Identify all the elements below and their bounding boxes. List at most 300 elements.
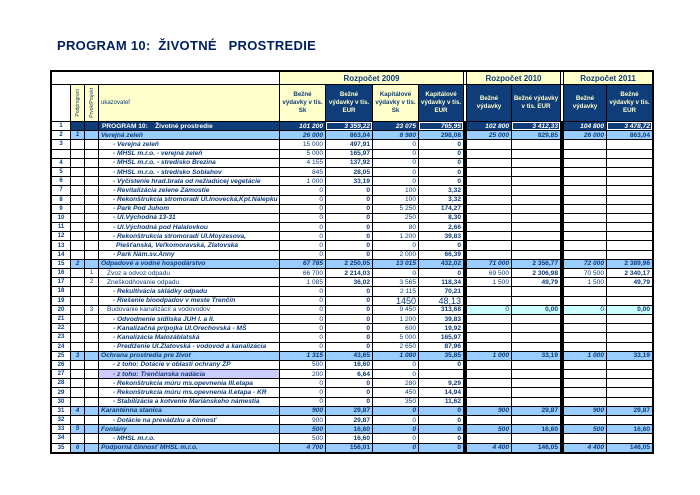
cell-value-bezne-sk-2011: 4 400 bbox=[564, 444, 606, 452]
cell-value-bezne-sk-2009: 0 bbox=[280, 251, 325, 259]
cell-prvok-number bbox=[85, 434, 98, 442]
cell-row-number: 33 bbox=[52, 425, 70, 433]
cell-value-bezne-eur-2009: 2 214,03 bbox=[326, 269, 372, 277]
cell-subprogram-number bbox=[71, 159, 84, 167]
cell-value-kapitalove-eur-2009: 3,32 bbox=[419, 196, 463, 204]
cell-row-number: 10 bbox=[52, 214, 70, 222]
cell-row-number: 21 bbox=[52, 315, 70, 323]
cell-value-kapitalove-sk-2009: 0 bbox=[373, 444, 418, 452]
cell-value-bezne-eur-2010: 29,87 bbox=[512, 407, 560, 415]
group-divider bbox=[464, 278, 466, 286]
cell-row-label: - Verejná zeleň bbox=[99, 140, 279, 148]
cell-value-bezne-sk-2010 bbox=[467, 140, 511, 148]
cell-value-kapitalove-eur-2009: 0 bbox=[419, 269, 463, 277]
group-divider bbox=[464, 324, 466, 332]
cell-value-bezne-eur-2010 bbox=[512, 315, 560, 323]
cell-row-number: 8 bbox=[52, 196, 70, 204]
cell-value-bezne-eur-2011 bbox=[607, 388, 652, 396]
cell-value-bezne-eur-2009: 0 bbox=[326, 315, 372, 323]
cell-value-bezne-sk-2010 bbox=[467, 287, 511, 295]
group-divider bbox=[464, 168, 466, 176]
cell-value-bezne-sk-2009: 500 bbox=[280, 434, 325, 442]
cell-subprogram-number bbox=[71, 434, 84, 442]
cell-value-kapitalove-sk-2009: 600 bbox=[373, 324, 418, 332]
cell-value-bezne-sk-2010: 71 000 bbox=[467, 260, 511, 268]
cell-value-bezne-eur-2011 bbox=[607, 223, 652, 231]
cell-row-label: - Rekonštrukcia stromoradí Ul.Moyzesova, bbox=[99, 232, 279, 240]
cell-value-kapitalove-sk-2009: 9 450 bbox=[373, 306, 418, 314]
cell-value-kapitalove-eur-2009: 313,68 bbox=[419, 306, 463, 314]
cell-row-number: 20 bbox=[52, 306, 70, 314]
cell-value-bezne-sk-2010 bbox=[467, 333, 511, 341]
cell-value-kapitalove-sk-2009: 2 650 bbox=[373, 343, 418, 351]
group-divider bbox=[464, 131, 466, 139]
cell-value-bezne-sk-2009: 0 bbox=[280, 379, 325, 387]
cell-value-bezne-sk-2011 bbox=[564, 370, 606, 378]
group-divider bbox=[561, 140, 563, 148]
cell-prvok-number bbox=[85, 168, 98, 176]
cell-row-number: 14 bbox=[52, 251, 70, 259]
cell-subprogram-number bbox=[71, 214, 84, 222]
cell-value-bezne-eur-2010 bbox=[512, 140, 560, 148]
cell-value-bezne-sk-2011 bbox=[564, 241, 606, 249]
group-gap bbox=[561, 85, 563, 121]
cell-row-label: - MHSL m.r.o. bbox=[99, 434, 279, 442]
cell-value-bezne-sk-2010: 0 bbox=[467, 306, 511, 314]
cell-value-kapitalove-eur-2009: 35,85 bbox=[419, 352, 463, 360]
cell-subprogram-number bbox=[71, 278, 84, 286]
cell-subprogram-number: 5 bbox=[71, 425, 84, 433]
cell-value-bezne-eur-2009: 0 bbox=[326, 324, 372, 332]
cell-value-bezne-eur-2010 bbox=[512, 324, 560, 332]
cell-value-bezne-eur-2010 bbox=[512, 177, 560, 185]
cell-row-number: 5 bbox=[52, 168, 70, 176]
cell-row-number: 19 bbox=[52, 297, 70, 305]
cell-row-number: 24 bbox=[52, 343, 70, 351]
cell-value-bezne-sk-2009: 900 bbox=[280, 416, 325, 424]
group-divider bbox=[561, 407, 563, 415]
cell-value-bezne-eur-2010: 2 306,98 bbox=[512, 269, 560, 277]
group-divider bbox=[561, 388, 563, 396]
cell-value-bezne-sk-2011 bbox=[564, 416, 606, 424]
cell-value-bezne-eur-2009: 0 bbox=[326, 333, 372, 341]
group-divider bbox=[464, 159, 466, 167]
group-divider bbox=[561, 306, 563, 314]
cell-value-kapitalove-sk-2009: 0 bbox=[373, 140, 418, 148]
group-divider bbox=[561, 333, 563, 341]
cell-value-kapitalove-eur-2009: 14,94 bbox=[419, 388, 463, 396]
cell-prvok-number bbox=[85, 379, 98, 387]
group-divider bbox=[561, 361, 563, 369]
cell-value-bezne-eur-2009: 29,87 bbox=[326, 416, 372, 424]
group-divider bbox=[561, 434, 563, 442]
cell-subprogram-number bbox=[71, 379, 84, 387]
cell-value-bezne-sk-2009: 0 bbox=[280, 398, 325, 406]
cell-subprogram-number bbox=[71, 232, 84, 240]
cell-value-bezne-sk-2011 bbox=[564, 177, 606, 185]
ukazovatel-column-header: ukazovateľ bbox=[99, 85, 279, 121]
group-divider bbox=[464, 370, 466, 378]
cell-row-label: Fontány bbox=[99, 425, 279, 433]
cell-prvok-number bbox=[85, 388, 98, 396]
cell-value-bezne-eur-2010 bbox=[512, 196, 560, 204]
group-divider bbox=[561, 297, 563, 305]
cell-subprogram-number bbox=[71, 196, 84, 204]
cell-value-kapitalove-sk-2009: 13 015 bbox=[373, 260, 418, 268]
cell-value-bezne-sk-2010 bbox=[467, 205, 511, 213]
cell-value-bezne-sk-2009: 1 315 bbox=[280, 352, 325, 360]
cell-value-bezne-eur-2011 bbox=[607, 333, 652, 341]
group-gap bbox=[464, 72, 466, 84]
cell-value-kapitalove-eur-2009: 0 bbox=[419, 434, 463, 442]
cell-value-bezne-eur-2009: 0 bbox=[326, 287, 372, 295]
cell-prvok-number bbox=[85, 214, 98, 222]
cell-prvok-number bbox=[85, 131, 98, 139]
cell-subprogram-number: 3 bbox=[71, 352, 84, 360]
cell-value-kapitalove-eur-2009: 0 bbox=[419, 177, 463, 185]
cell-value-kapitalove-eur-2009: 0 bbox=[419, 361, 463, 369]
cell-value-bezne-sk-2010 bbox=[467, 251, 511, 259]
cell-value-bezne-eur-2011: 2 389,96 bbox=[607, 260, 652, 268]
cell-value-bezne-eur-2011 bbox=[607, 398, 652, 406]
cell-value-bezne-eur-2010 bbox=[512, 223, 560, 231]
cell-value-bezne-sk-2010 bbox=[467, 398, 511, 406]
cell-value-bezne-sk-2009: 0 bbox=[280, 388, 325, 396]
cell-value-kapitalove-eur-2009: 0 bbox=[419, 407, 463, 415]
cell-value-kapitalove-eur-2009: 87,96 bbox=[419, 343, 463, 351]
cell-value-bezne-sk-2009: 200 bbox=[280, 370, 325, 378]
group-header-2011: Rozpočet 2011 bbox=[564, 72, 652, 84]
cell-value-bezne-eur-2011 bbox=[607, 186, 652, 194]
cell-value-bezne-eur-2011 bbox=[607, 241, 652, 249]
cell-subprogram-number: 4 bbox=[71, 407, 84, 415]
group-divider bbox=[561, 205, 563, 213]
cell-value-bezne-eur-2011 bbox=[607, 324, 652, 332]
cell-value-bezne-sk-2009: 0 bbox=[280, 315, 325, 323]
cell-row-number: 13 bbox=[52, 241, 70, 249]
cell-value-bezne-sk-2010: 102 800 bbox=[467, 122, 511, 130]
cell-value-kapitalove-sk-2009: 0 bbox=[373, 434, 418, 442]
cell-value-kapitalove-eur-2009: 39,83 bbox=[419, 232, 463, 240]
cell-prvok-number bbox=[85, 407, 98, 415]
cell-value-kapitalove-eur-2009: 432,02 bbox=[419, 260, 463, 268]
cell-value-bezne-sk-2011: 0 bbox=[564, 306, 606, 314]
cell-value-bezne-eur-2010: 16,60 bbox=[512, 425, 560, 433]
cell-value-kapitalove-sk-2009: 0 bbox=[373, 425, 418, 433]
group-divider bbox=[561, 159, 563, 167]
cell-value-kapitalove-sk-2009: 80 bbox=[373, 223, 418, 231]
cell-value-bezne-eur-2010 bbox=[512, 370, 560, 378]
cell-prvok-number bbox=[85, 343, 98, 351]
cell-value-bezne-eur-2011 bbox=[607, 150, 652, 158]
cell-value-bezne-eur-2011: 0,00 bbox=[607, 306, 652, 314]
group-divider bbox=[561, 260, 563, 268]
cell-value-kapitalove-sk-2009: 0 bbox=[373, 241, 418, 249]
cell-value-kapitalove-eur-2009: 8,30 bbox=[419, 214, 463, 222]
cell-value-bezne-eur-2009: 16,60 bbox=[326, 434, 372, 442]
cell-row-number: 7 bbox=[52, 186, 70, 194]
cell-value-bezne-eur-2010 bbox=[512, 416, 560, 424]
cell-value-bezne-eur-2011: 16,60 bbox=[607, 425, 652, 433]
cell-value-kapitalove-eur-2009: 48,13 bbox=[419, 297, 463, 305]
cell-subprogram-number bbox=[71, 416, 84, 424]
cell-value-bezne-eur-2009: 0 bbox=[326, 388, 372, 396]
budget-table bbox=[52, 72, 652, 452]
group-divider bbox=[464, 223, 466, 231]
cell-value-bezne-sk-2009: 0 bbox=[280, 186, 325, 194]
cell-value-bezne-eur-2009: 29,87 bbox=[326, 407, 372, 415]
cell-value-bezne-eur-2010 bbox=[512, 241, 560, 249]
cell-value-kapitalove-sk-2009: 0 bbox=[373, 168, 418, 176]
cell-value-bezne-eur-2010 bbox=[512, 434, 560, 442]
cell-prvok-number bbox=[85, 287, 98, 295]
cell-value-kapitalove-sk-2009: 5 000 bbox=[373, 333, 418, 341]
group-divider bbox=[561, 425, 563, 433]
cell-value-bezne-sk-2010 bbox=[467, 434, 511, 442]
header-num-blank bbox=[52, 85, 70, 121]
cell-value-bezne-eur-2009: 0 bbox=[326, 232, 372, 240]
cell-row-label: - Ul.Východná 13-31 bbox=[99, 214, 279, 222]
cell-value-bezne-sk-2009: 0 bbox=[280, 343, 325, 351]
cell-row-label: - Vyčistenie hrad.brala od nežiadúcej vegetácie bbox=[99, 177, 279, 185]
cell-row-number: 18 bbox=[52, 287, 70, 295]
cell-value-kapitalove-eur-2009: 3,32 bbox=[419, 186, 463, 194]
cell-value-bezne-eur-2009: 156,01 bbox=[326, 444, 372, 452]
cell-value-bezne-sk-2011 bbox=[564, 186, 606, 194]
group-divider bbox=[561, 398, 563, 406]
cell-value-bezne-eur-2010: 33,19 bbox=[512, 352, 560, 360]
cell-subprogram-number bbox=[71, 306, 84, 314]
cell-value-kapitalove-eur-2009: 765,95 bbox=[419, 122, 463, 130]
cell-row-label: - Kanalizačná prípojka Ul.Orechovská - MŠ bbox=[99, 324, 279, 332]
cell-value-bezne-eur-2010 bbox=[512, 343, 560, 351]
cell-prvok-number: 1 bbox=[85, 269, 98, 277]
group-divider bbox=[464, 306, 466, 314]
cell-row-label: - Predĺženie Ul.Zlatovská - vodovod a kanalizácia bbox=[99, 343, 279, 351]
cell-row-label: Zneškodňovanie odpadu bbox=[99, 278, 279, 286]
cell-value-kapitalove-sk-2009: 0 bbox=[373, 407, 418, 415]
cell-value-kapitalove-sk-2009: 450 bbox=[373, 388, 418, 396]
cell-value-bezne-eur-2009: 0 bbox=[326, 379, 372, 387]
cell-value-bezne-sk-2009: 0 bbox=[280, 214, 325, 222]
cell-value-bezne-sk-2009: 4 700 bbox=[280, 444, 325, 452]
cell-value-kapitalove-sk-2009: 350 bbox=[373, 398, 418, 406]
cell-row-label: - Rekonštrukcia stromoradí Ul.Inovecká,Kpt.Nálepku bbox=[99, 196, 279, 204]
cell-value-bezne-eur-2010 bbox=[512, 361, 560, 369]
cell-value-bezne-eur-2011 bbox=[607, 361, 652, 369]
cell-value-bezne-sk-2009: 67 785 bbox=[280, 260, 325, 268]
group-divider bbox=[561, 122, 563, 130]
cell-value-kapitalove-sk-2009: 0 bbox=[373, 361, 418, 369]
cell-row-label: - Ul.Východná pod Halalovkou bbox=[99, 223, 279, 231]
cell-row-number: 28 bbox=[52, 379, 70, 387]
cell-value-bezne-eur-2010 bbox=[512, 186, 560, 194]
group-divider bbox=[561, 379, 563, 387]
cell-value-kapitalove-sk-2009: 0 bbox=[373, 269, 418, 277]
cell-value-bezne-sk-2010 bbox=[467, 361, 511, 369]
cell-prvok-number bbox=[85, 352, 98, 360]
cell-subprogram-number bbox=[71, 150, 84, 158]
group-divider bbox=[464, 315, 466, 323]
cell-value-bezne-sk-2011 bbox=[564, 223, 606, 231]
cell-value-bezne-eur-2011 bbox=[607, 140, 652, 148]
cell-row-number: 1 bbox=[52, 122, 70, 130]
cell-value-kapitalove-eur-2009: 118,34 bbox=[419, 278, 463, 286]
cell-row-label: - Rekonštrukcia múru ms.opevnenia II.etapa - KR bbox=[99, 388, 279, 396]
cell-value-bezne-eur-2011 bbox=[607, 416, 652, 424]
cell-value-bezne-eur-2009: 16,60 bbox=[326, 425, 372, 433]
cell-prvok-number bbox=[85, 140, 98, 148]
cell-value-bezne-sk-2011 bbox=[564, 140, 606, 148]
cell-value-bezne-eur-2011: 2 340,17 bbox=[607, 269, 652, 277]
cell-prvok-number bbox=[85, 186, 98, 194]
cell-row-label: Zvoz a odvoz odpadu bbox=[99, 269, 279, 277]
column-header: Bežné výdavky bbox=[564, 85, 606, 121]
cell-row-label: - Stabilizácia a kotvenie Mariánskeho námestia bbox=[99, 398, 279, 406]
cell-value-bezne-eur-2010: 146,05 bbox=[512, 444, 560, 452]
cell-row-number: 17 bbox=[52, 278, 70, 286]
cell-prvok-number: 3 bbox=[85, 306, 98, 314]
group-divider bbox=[464, 122, 466, 130]
cell-value-bezne-sk-2011 bbox=[564, 398, 606, 406]
prvok-column-header: Prvok/Projekt bbox=[85, 85, 98, 121]
cell-subprogram-number bbox=[71, 205, 84, 213]
group-divider bbox=[561, 370, 563, 378]
cell-row-label: - MHSL m.r.o. - stredisko Soblahov bbox=[99, 168, 279, 176]
cell-value-bezne-sk-2011: 500 bbox=[564, 425, 606, 433]
cell-value-kapitalove-sk-2009: 0 bbox=[373, 370, 418, 378]
cell-value-bezne-eur-2009: 3 359,22 bbox=[326, 122, 372, 130]
cell-value-bezne-sk-2011 bbox=[564, 168, 606, 176]
group-divider bbox=[561, 278, 563, 286]
cell-row-label: - Odvodnenie sídliska JUH I. a II. bbox=[99, 315, 279, 323]
cell-prvok-number bbox=[85, 260, 98, 268]
cell-value-kapitalove-sk-2009: 2 115 bbox=[373, 287, 418, 295]
cell-value-bezne-sk-2010 bbox=[467, 324, 511, 332]
cell-row-label: - Riešenie bioodpadov v meste Trenčín bbox=[99, 297, 279, 305]
cell-value-bezne-sk-2011: 1 500 bbox=[564, 278, 606, 286]
group-divider bbox=[561, 251, 563, 259]
group-divider bbox=[464, 379, 466, 387]
cell-value-bezne-sk-2011 bbox=[564, 324, 606, 332]
cell-value-bezne-eur-2011: 29,87 bbox=[607, 407, 652, 415]
cell-value-bezne-sk-2011 bbox=[564, 333, 606, 341]
cell-value-bezne-sk-2009: 0 bbox=[280, 196, 325, 204]
cell-value-bezne-sk-2009: 0 bbox=[280, 297, 325, 305]
cell-value-bezne-eur-2009: 36,02 bbox=[326, 278, 372, 286]
cell-row-label: - Dotácie na prevádzku a činnosť bbox=[99, 416, 279, 424]
cell-row-label: Budovanie kanalizácií a vodovodov bbox=[99, 306, 279, 314]
cell-value-bezne-sk-2011 bbox=[564, 388, 606, 396]
cell-value-bezne-sk-2009: 15 000 bbox=[280, 140, 325, 148]
cell-value-bezne-sk-2011: 72 000 bbox=[564, 260, 606, 268]
cell-value-bezne-eur-2010: 3 412,33 bbox=[512, 122, 560, 130]
cell-value-bezne-eur-2009: 0 bbox=[326, 223, 372, 231]
cell-value-bezne-sk-2010: 69 500 bbox=[467, 269, 511, 277]
cell-prvok-number bbox=[85, 315, 98, 323]
cell-value-kapitalove-eur-2009: 298,08 bbox=[419, 131, 463, 139]
cell-value-kapitalove-sk-2009: 0 bbox=[373, 150, 418, 158]
cell-value-kapitalove-sk-2009: 0 bbox=[373, 177, 418, 185]
cell-value-bezne-eur-2010: 829,85 bbox=[512, 131, 560, 139]
cell-value-bezne-eur-2009: 0 bbox=[326, 186, 372, 194]
cell-row-number: 2 bbox=[52, 131, 70, 139]
cell-subprogram-number bbox=[71, 251, 84, 259]
group-divider bbox=[464, 186, 466, 194]
group-header-2009: Rozpočet 2009 bbox=[280, 72, 463, 84]
group-gap bbox=[561, 72, 563, 84]
column-header: Bežné výdavky bbox=[467, 85, 511, 121]
cell-row-label: Ochrana prostredia pre život bbox=[99, 352, 279, 360]
cell-row-label: - Park Nám.sv.Anny bbox=[99, 251, 279, 259]
cell-value-bezne-eur-2011 bbox=[607, 251, 652, 259]
group-divider bbox=[464, 416, 466, 424]
cell-value-bezne-eur-2010 bbox=[512, 398, 560, 406]
cell-value-bezne-sk-2009: 500 bbox=[280, 425, 325, 433]
cell-subprogram-number bbox=[71, 177, 84, 185]
cell-value-kapitalove-eur-2009: 0 bbox=[419, 241, 463, 249]
group-divider bbox=[561, 177, 563, 185]
cell-value-kapitalove-eur-2009: 2,66 bbox=[419, 223, 463, 231]
group-divider bbox=[464, 297, 466, 305]
cell-row-number: 16 bbox=[52, 269, 70, 277]
group-divider bbox=[464, 205, 466, 213]
group-divider bbox=[464, 177, 466, 185]
group-divider bbox=[464, 150, 466, 158]
cell-value-bezne-sk-2009: 1 000 bbox=[280, 177, 325, 185]
cell-row-number: 34 bbox=[52, 434, 70, 442]
cell-row-number: 32 bbox=[52, 416, 70, 424]
column-header: Kapitálové výdavky v tis. Sk bbox=[373, 85, 418, 121]
group-divider bbox=[561, 352, 563, 360]
cell-value-bezne-eur-2010 bbox=[512, 232, 560, 240]
cell-row-label: - Kanalizácia Malozáblatská bbox=[99, 333, 279, 341]
group-divider bbox=[561, 131, 563, 139]
cell-value-kapitalove-eur-2009: 11,62 bbox=[419, 398, 463, 406]
cell-value-bezne-sk-2009: 101 200 bbox=[280, 122, 325, 130]
cell-subprogram-number bbox=[71, 388, 84, 396]
cell-subprogram-number bbox=[71, 343, 84, 351]
cell-subprogram-number bbox=[71, 315, 84, 323]
cell-value-bezne-eur-2011 bbox=[607, 434, 652, 442]
cell-row-number: 25 bbox=[52, 352, 70, 360]
cell-value-bezne-sk-2010 bbox=[467, 343, 511, 351]
cell-row-number: 31 bbox=[52, 407, 70, 415]
cell-row-number: 12 bbox=[52, 232, 70, 240]
cell-subprogram-number bbox=[71, 186, 84, 194]
cell-value-bezne-sk-2010 bbox=[467, 159, 511, 167]
cell-value-kapitalove-eur-2009: 0 bbox=[419, 159, 463, 167]
cell-value-bezne-eur-2011: 146,05 bbox=[607, 444, 652, 452]
cell-value-bezne-sk-2011: 1 000 bbox=[564, 352, 606, 360]
cell-value-bezne-sk-2009: 0 bbox=[280, 287, 325, 295]
cell-value-bezne-sk-2009: 66 700 bbox=[280, 269, 325, 277]
cell-value-bezne-sk-2011 bbox=[564, 297, 606, 305]
cell-value-bezne-sk-2011 bbox=[564, 251, 606, 259]
cell-value-kapitalove-sk-2009: 0 bbox=[373, 159, 418, 167]
cell-prvok-number: 2 bbox=[85, 278, 98, 286]
cell-value-bezne-sk-2010 bbox=[467, 168, 511, 176]
header-corner-blank bbox=[52, 72, 279, 84]
cell-subprogram-number: 1 bbox=[71, 131, 84, 139]
group-divider bbox=[561, 214, 563, 222]
cell-value-bezne-sk-2009: 0 bbox=[280, 324, 325, 332]
column-header: Bežné výdavky v tis. EUR bbox=[512, 85, 560, 121]
cell-value-bezne-sk-2010 bbox=[467, 370, 511, 378]
cell-value-bezne-eur-2010: 49,79 bbox=[512, 278, 560, 286]
cell-value-kapitalove-eur-2009: 0 bbox=[419, 140, 463, 148]
cell-value-bezne-eur-2011 bbox=[607, 297, 652, 305]
